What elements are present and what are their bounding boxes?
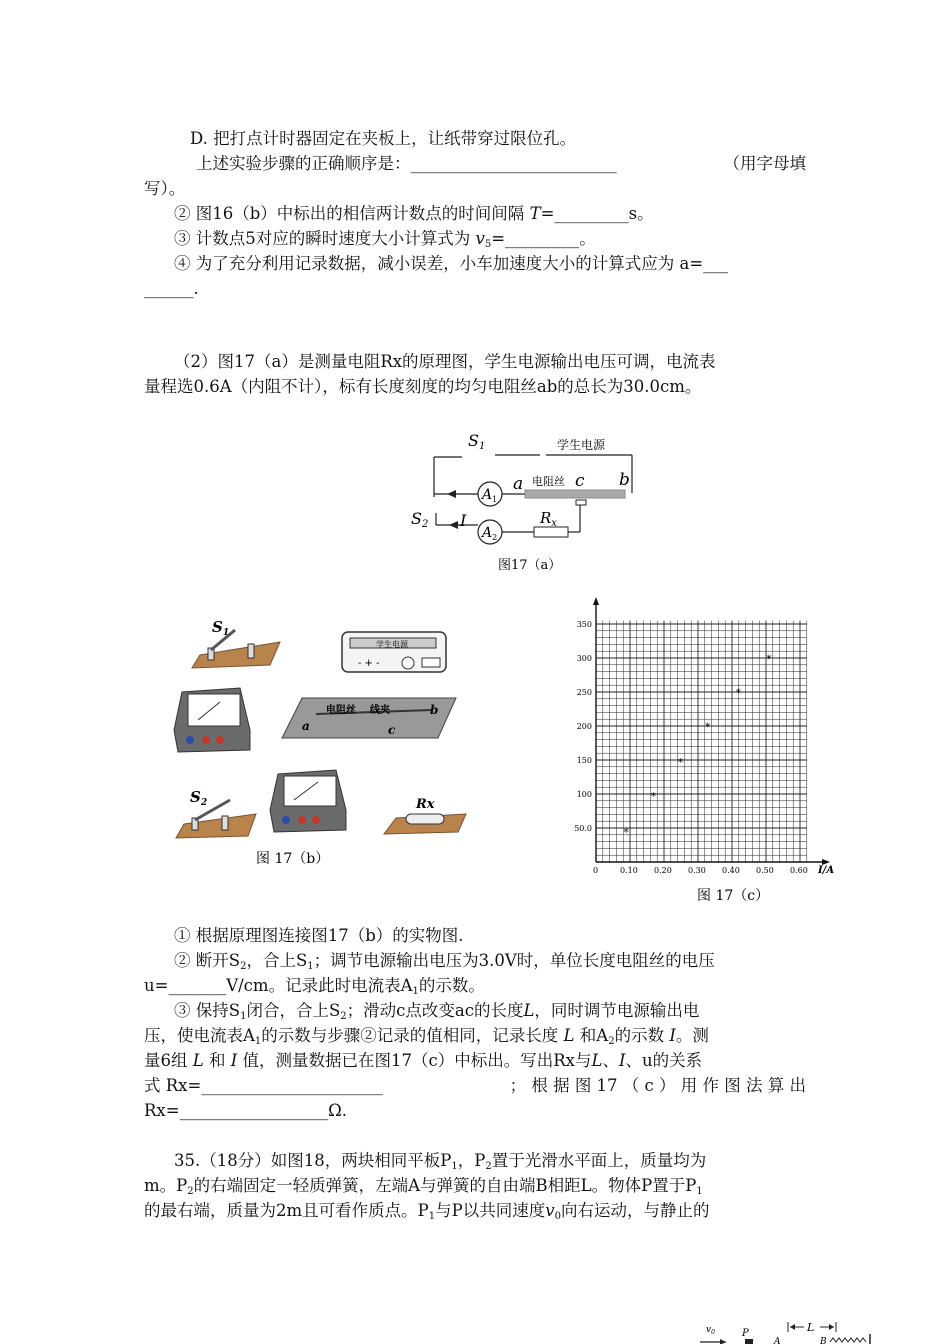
label-a2: $A_2$: [482, 525, 498, 542]
label-b: b: [619, 470, 630, 490]
step-3-line-4: 式 Rx=______________________ ； 根 据 图 17 （ c ） 用 作 图 法 算 出: [144, 1076, 806, 1095]
label-a1: $A_1$: [482, 487, 498, 504]
label-s1: S1: [468, 431, 486, 452]
switch-s1: [192, 618, 280, 668]
slider-c: [576, 500, 586, 505]
label-c: c: [575, 471, 585, 491]
label-rx: $R_x$: [540, 509, 557, 529]
part-2-line-2: 量程选0.6A（内阻不计），标有长度刻度的均匀电阻丝ab的总长为30.0cm。: [144, 377, 702, 396]
ammeter-2-physical: [270, 770, 346, 832]
x-tick-label: 0.40: [722, 866, 740, 875]
q35-line-3: 的最右端，质量为2m且可看作质点。$P_1$与P以共同速度$v_0$向右运动，与静止的: [144, 1201, 710, 1222]
step-3-line-1: ③ 保持$S_1$闭合，合上$S_2$；滑动c点改变ac的长度L，同时调节电源输出电: [174, 1001, 700, 1022]
fig18-a-label: A: [774, 1337, 781, 1344]
y-tick-label: 50.0: [574, 824, 592, 833]
step-3-line-3: 量6组 L 和 I 值，测量数据已在图17（c）中标出。写出Rx与L、I、u的关系: [144, 1051, 703, 1070]
y-tick-label: 150: [576, 756, 592, 765]
data-point: *: [766, 654, 772, 665]
board-c-label: c: [388, 723, 396, 737]
figure-17b-physical: [170, 610, 470, 870]
switch-s2: [176, 788, 256, 838]
figure-17c-caption: 图 17（c）: [697, 888, 770, 904]
s1-physical-label: $S_1$: [212, 618, 230, 638]
order-line-2: 写）。: [144, 179, 186, 198]
figure-17a-caption: 图17（a）: [498, 558, 562, 573]
data-point: *: [650, 791, 656, 803]
resistor-rx-physical: [384, 797, 466, 834]
rx-physical-label: Rx: [416, 797, 435, 812]
chart-x-ticks: [593, 866, 808, 875]
power-supply-box: [342, 632, 446, 672]
data-point: *: [623, 827, 629, 839]
data-point: *: [705, 722, 711, 733]
step-2-line-2: u=_______V/cm。记录此时电流表$A_1$的示数。: [144, 976, 485, 997]
chart-x-axis-label: I/A: [818, 865, 835, 876]
power-supply-label: 学生电源: [376, 640, 408, 649]
q35-line-1: 35.（18分）如图18，两块相同平板$P_1$，$P_2$置于光滑水平面上，质量均为: [174, 1151, 707, 1172]
label-a: a: [513, 474, 524, 494]
q35-line-2: m。$P_2$的右端固定一轻质弹簧，左端A与弹簧的自由端B相距L。物体P置于$P_1$: [144, 1176, 703, 1197]
figure-17a-circuit: [400, 425, 650, 580]
question-4-line: ④ 为了充分利用记录数据，减小误差，小车加速度大小的计算式应为 a=___: [174, 254, 728, 273]
part-2-line-1: （2）图17（a）是测量电阻Rx的原理图，学生电源输出电压可调，电流表: [174, 352, 716, 371]
data-point: *: [735, 688, 741, 699]
y-tick-label: 250: [576, 688, 592, 697]
fig18-b-label: B: [820, 1337, 827, 1344]
clip-label: 线夹: [370, 705, 390, 716]
answer-blank: _________________________: [410, 154, 617, 173]
step-d-line: D. 把打点计时器固定在夹板上，让纸带穿过限位孔。: [190, 129, 577, 148]
chart-y-ticks: [574, 620, 592, 833]
question-2-line: ② 图16（b）中标出的相信两计数点的时间间隔 T=_________s。: [174, 204, 654, 223]
label-current: I: [460, 511, 467, 530]
ammeter-1-physical: [174, 688, 250, 752]
step-2-line: ② 断开$S_2$，合上$S_1$；调节电源输出电压为3.0V时，单位长度电阻丝的电压: [174, 951, 715, 972]
fig18-l-label: L: [807, 1321, 815, 1334]
fig18-v0-label: $v_0$: [706, 1325, 715, 1336]
board-b-label: b: [430, 703, 439, 717]
x-tick-label: 0.30: [688, 866, 706, 875]
y-tick-label: 200: [576, 722, 592, 731]
label-power-supply: 学生电源: [557, 438, 606, 452]
data-point: *: [678, 757, 683, 769]
y-tick-label: 100: [576, 790, 592, 799]
fig18-p-label: P: [742, 1328, 749, 1339]
order-line: 上述实验步骤的正确顺序是：_________________________ （用字母填: [196, 154, 806, 173]
y-tick-label: 350: [576, 620, 592, 629]
figure-17b-caption: 图 17（b）: [256, 851, 330, 867]
question-4-line-2: ______.: [144, 279, 199, 298]
label-wire: 电阻丝: [532, 475, 565, 488]
figure-18-partial: [696, 1318, 880, 1344]
x-tick-label: 0.10: [620, 866, 638, 875]
fig18-spring: [830, 1338, 866, 1342]
x-tick-label: 0: [593, 866, 599, 875]
wire-label: 电阻丝: [326, 705, 356, 716]
resistance-wire: [525, 490, 625, 498]
resistance-wire-board: [282, 698, 456, 738]
chart-grid: [596, 621, 807, 862]
x-tick-label: 0.20: [654, 866, 672, 875]
svg-text:- + -: - + -: [358, 658, 380, 669]
y-axis-arrow: [593, 597, 599, 605]
s2-physical-label: $S_2$: [190, 788, 208, 808]
label-s2: S2: [411, 509, 429, 530]
x-tick-label: 0.50: [756, 866, 774, 875]
step-3-line-5: Rx=__________________Ω.: [144, 1101, 347, 1120]
rx-value-blank: __________________: [179, 1101, 329, 1120]
question-3-line: ③ 计数点5对应的瞬时速度大小计算式为 $v_5=\_\_\_\_\_\_\_\_\_$。: [174, 229, 596, 250]
rx-expression-blank: ______________________: [201, 1076, 383, 1095]
y-tick-label: 300: [576, 654, 592, 663]
x-tick-label: 0.60: [790, 866, 808, 875]
step-3-line-2: 压，使电流表$A_1$的示数与步骤②记录的值相同，记录长度 L 和$A_2$的示数 I。测: [144, 1026, 709, 1047]
step-1-line: ① 根据原理图连接图17（b）的实物图.: [174, 926, 464, 945]
board-a-label: a: [302, 719, 310, 733]
figure-17c-chart: [560, 595, 850, 910]
